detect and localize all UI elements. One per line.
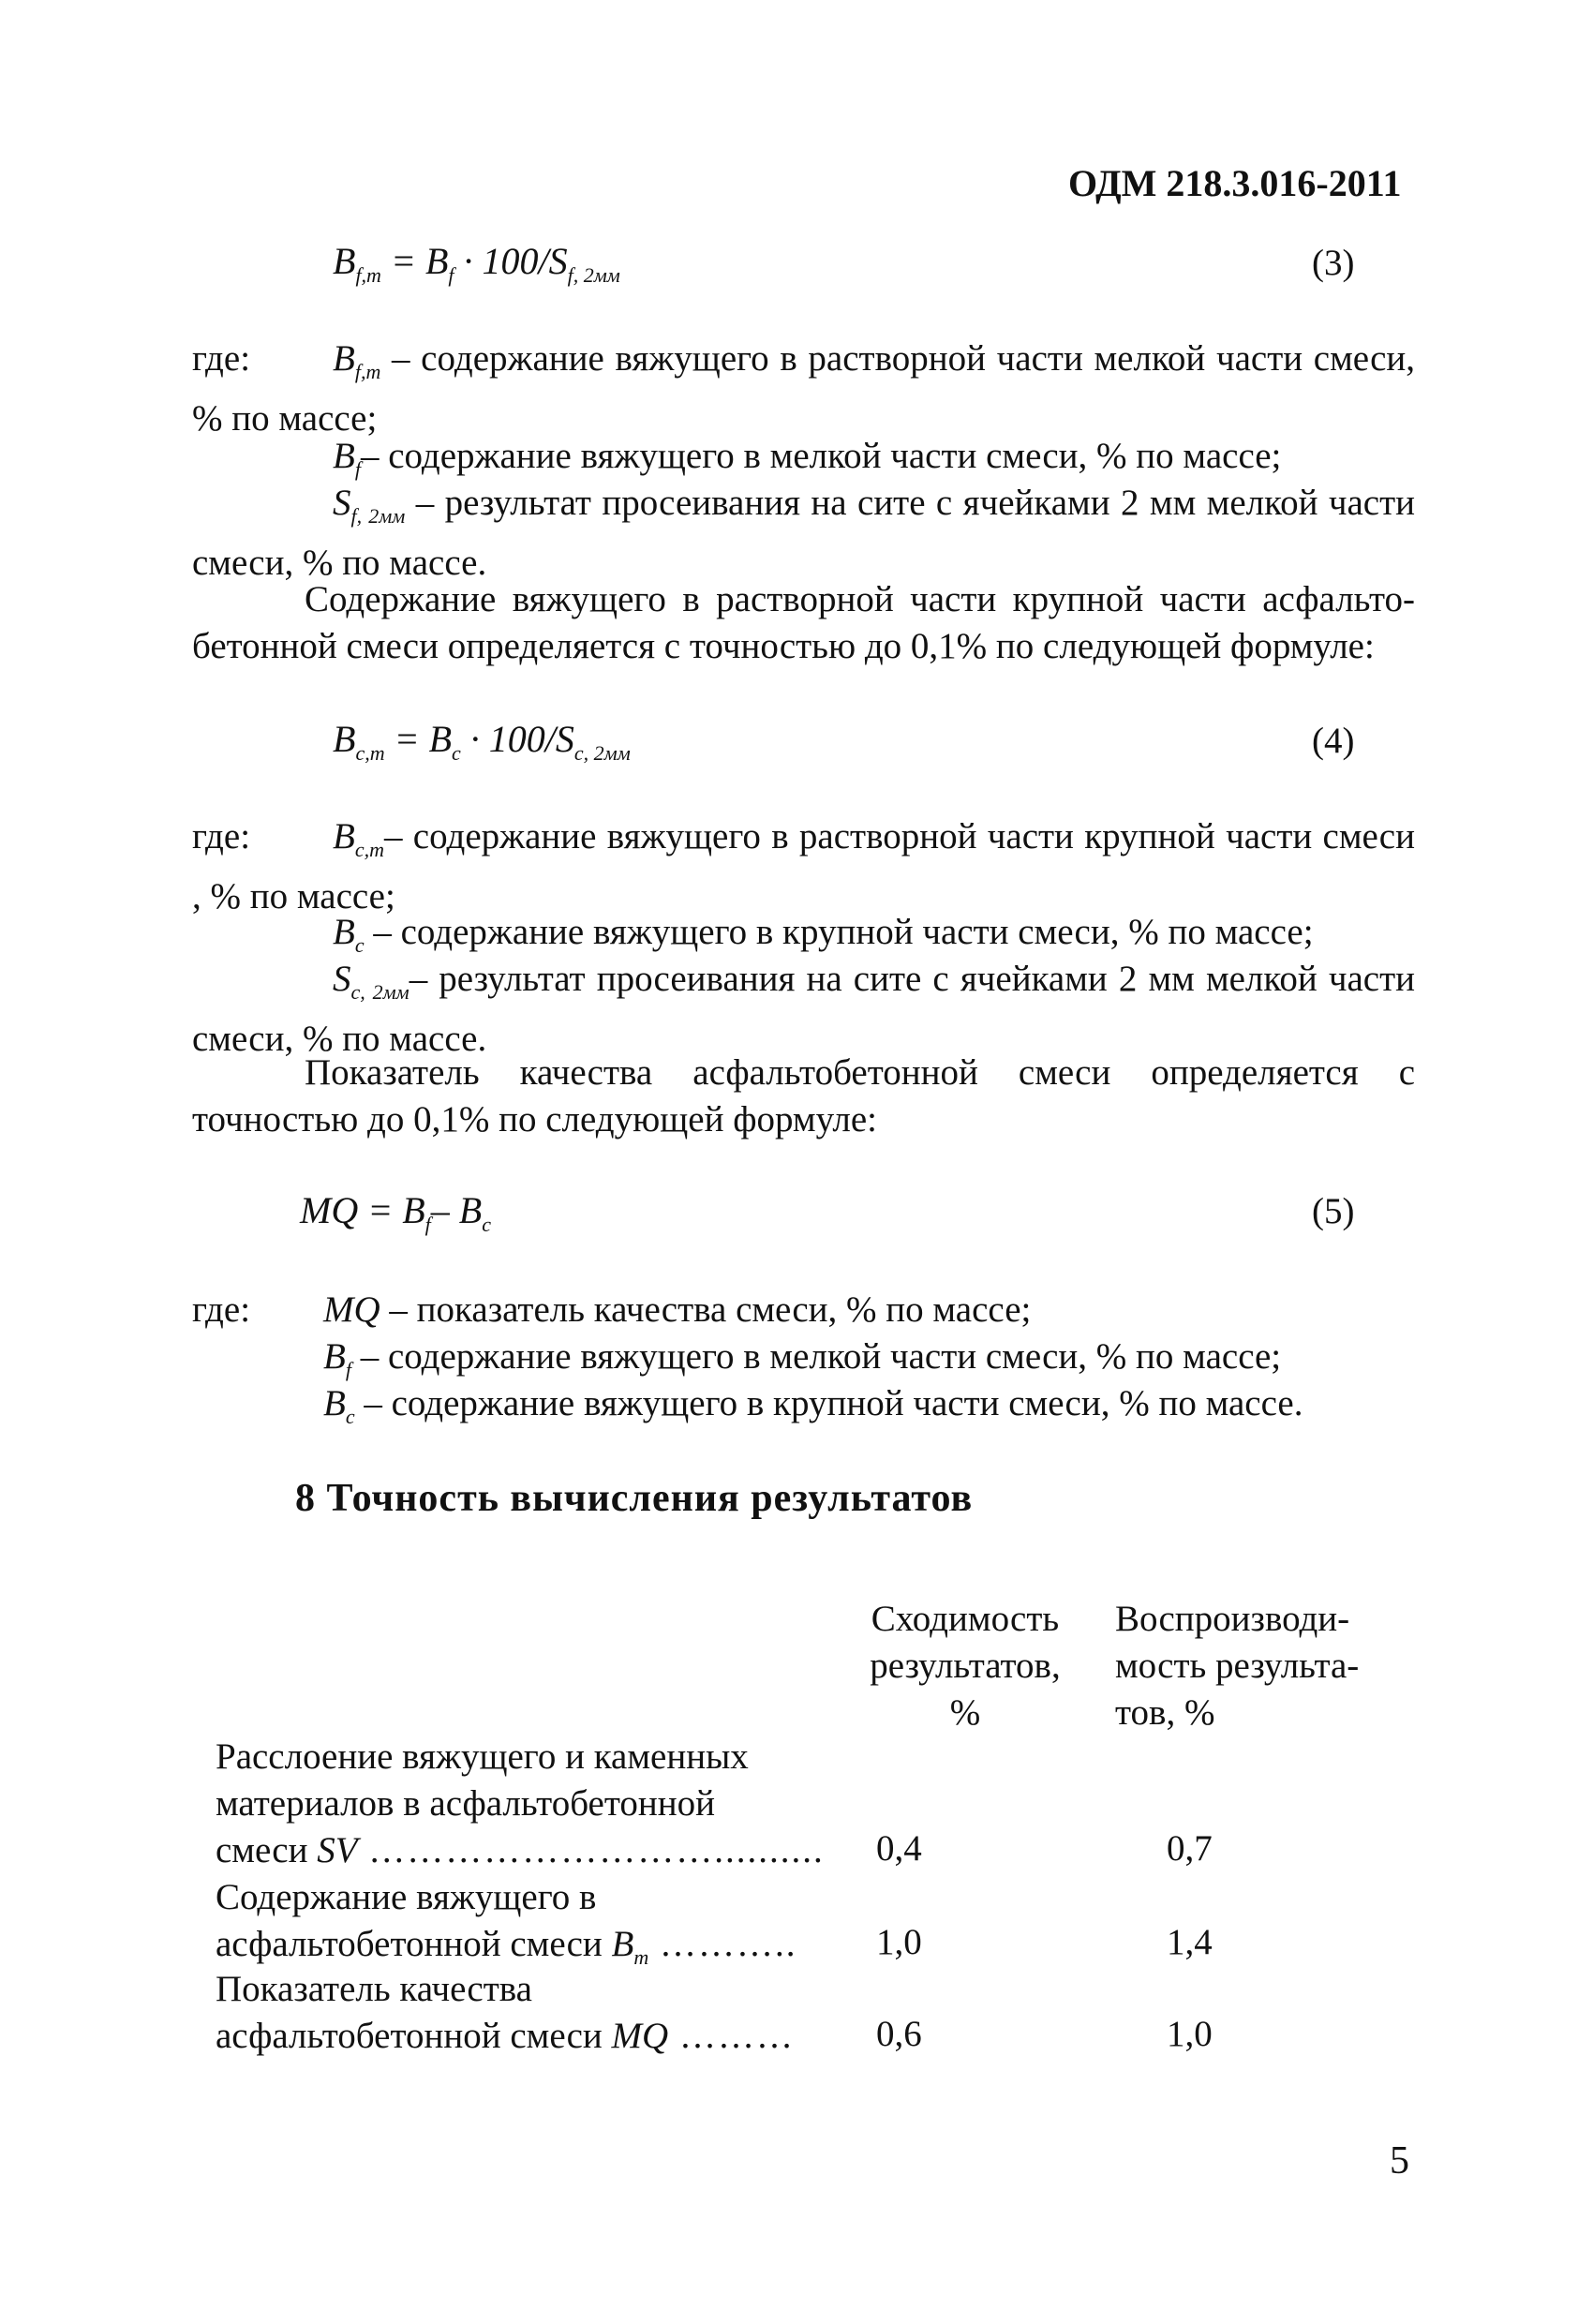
table-cell-repeatability: 0,6 <box>876 2014 922 2054</box>
definition-sc2mm: $S_{c, 2мм}-$ результат просеивания на сите с ячейками 2 мм мелкой части смеси, % по массе. <box>192 959 1415 1059</box>
definition-bf: $B_f-$ содержание вяжущего в мелкой части смеси, % по массе; <box>333 436 1282 481</box>
definition-bfm: $B_{f,m}$ – содержание вяжущего в растворной части мелкой части смеси, % по массе; <box>192 338 1415 439</box>
table-cell-repeatability: 1,0 <box>876 1922 922 1962</box>
definition-bcm: $B_{c,m}-$ содержание вяжущего в растворной части крупной части смеси , % по массе; <box>192 816 1415 916</box>
paragraph-quality-index: Показатель качества асфальтобетонной смеси определяется с точностью до 0,1% по следующей формуле: <box>192 1052 1415 1140</box>
equation-number-5: (5) <box>1312 1191 1355 1231</box>
definition-bc: $B_c$ – содержание вяжущего в крупной части смеси, % по массе; <box>333 912 1314 957</box>
where-label-5: где: <box>192 1289 251 1330</box>
page-number: 5 <box>1390 2139 1409 2182</box>
document-code: ОДМ 218.3.016-2011 <box>1068 162 1402 204</box>
where-label-3: где: <box>192 338 251 379</box>
table-row: Расслоение вяжущего и каменных материалов в асфальтобетонной смеси SV ……………………….......... <box>216 1736 825 1870</box>
definition-bf-2: $B_f$ – содержание вяжущего в мелкой части смеси, % по массе; <box>323 1336 1282 1381</box>
definition-mq: MQ – показатель качества смеси, % по массе; <box>323 1289 1032 1330</box>
column-header-reproducibility: Воспроизводи- мость результа- тов, % <box>1115 1599 1360 1733</box>
column-header-repeatability: Сходимость результатов, % <box>870 1599 1061 1733</box>
table-cell-reproducibility: 1,4 <box>1167 1922 1213 1962</box>
table-cell-reproducibility: 1,0 <box>1167 2014 1213 2054</box>
table-cell-reproducibility: 0,7 <box>1167 1828 1213 1869</box>
table-row: Показатель качества асфальтобетонной смеси MQ ……… <box>216 1969 795 2056</box>
equation-number-4: (4) <box>1312 721 1355 761</box>
section-heading: 8 Точность вычисления результатов <box>295 1477 974 1520</box>
table-row: Содержание вяжущего в асфальтобетонной смеси $B_m$ ……….. <box>216 1877 797 1969</box>
formula-5: MQ = $B_f-$ $B_c$ <box>300 1189 491 1236</box>
equation-number-3: (3) <box>1312 243 1355 283</box>
formula-3: $B_{f,m} = B_f \cdot 100/S_{f, 2мм}$ <box>333 240 620 287</box>
paragraph-binder-coarse: Содержание вяжущего в растворной части крупной части асфальто-бетонной смеси определяется с точностью до 0,1% по следующей формуле: <box>192 579 1415 666</box>
table-cell-repeatability: 0,4 <box>876 1828 922 1869</box>
definition-bc-2: $B_c$ – содержание вяжущего в крупной части смеси, % по массе. <box>323 1383 1303 1428</box>
formula-4: $B_{c,m} = B_c \cdot 100/S_{c, 2мм}$ <box>333 718 631 765</box>
definition-sf2mm: $S_{f, 2мм}$ – результат просеивания на сите с ячейками 2 мм мелкой части смеси, % по массе. <box>192 483 1415 583</box>
where-label-4: где: <box>192 816 251 857</box>
